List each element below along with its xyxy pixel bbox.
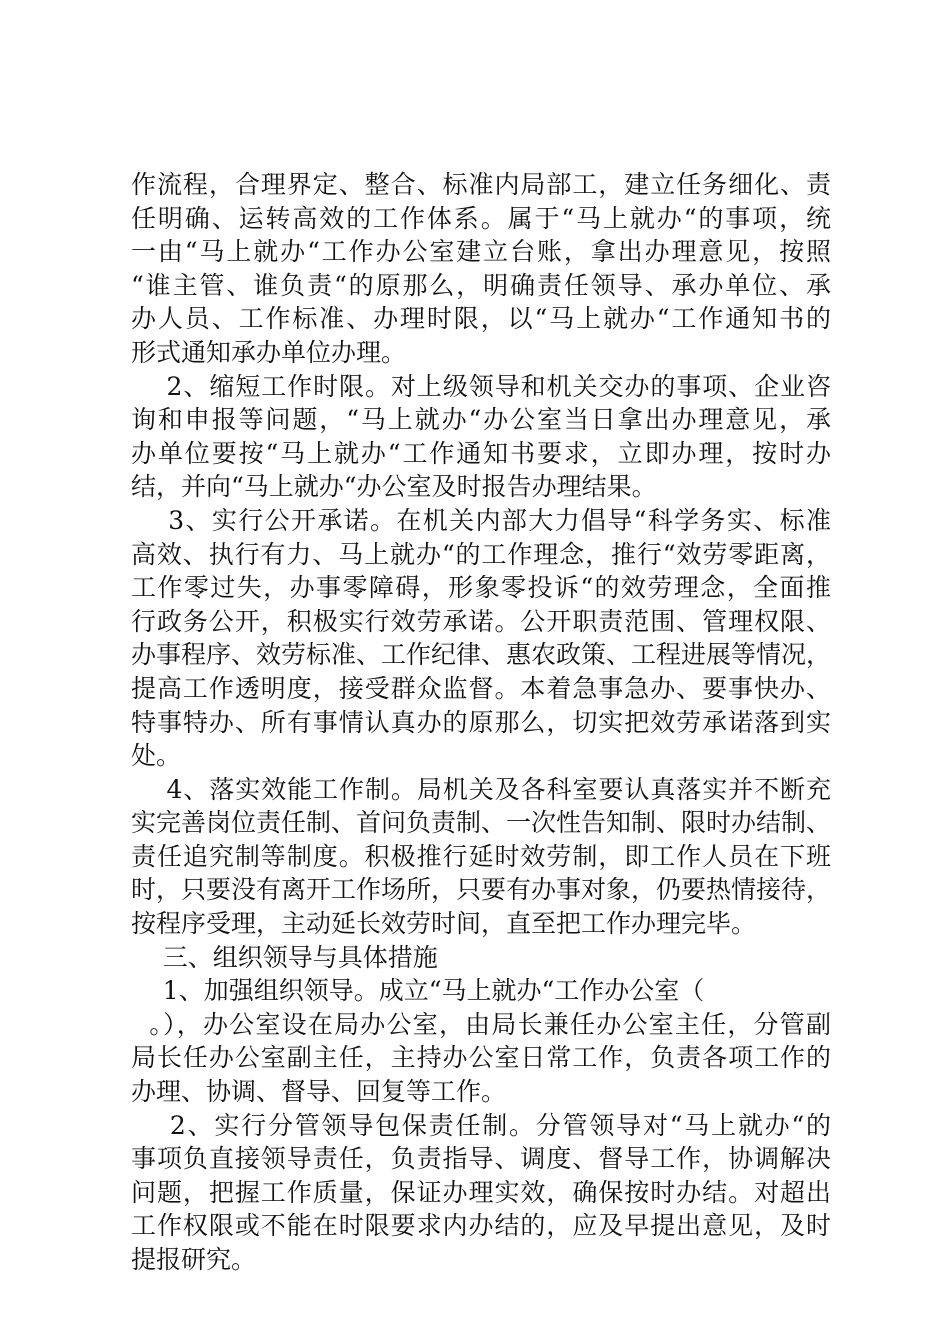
- text-line: 特事特办、所有事情认真办的原那么，切实把效劳承诺落到实: [131, 707, 831, 737]
- text-line: 办单位要按“马上就办“工作通知书要求，立即办理，按时办: [131, 438, 831, 468]
- text-line: 工作权限或不能在时限要求内办结的，应及早提出意见，及时: [131, 1211, 831, 1241]
- text-line: 办事程序、效劳标准、工作纪律、惠农政策、工程进展等情况，: [131, 640, 832, 670]
- text-line: 事项负直接领导责任，负责指导、调度、督导工作，协调解决: [131, 1144, 831, 1174]
- text-line: 时，只要没有离开工作场所，只要有办事对象，仍要热情接待，: [131, 875, 832, 905]
- text-line: 行政务公开，积极实行效劳承诺。公开职责范围、管理权限、: [131, 606, 831, 636]
- text-line: 询和申报等问题，“马上就办“办公室当日拿出办理意见，承: [131, 405, 831, 435]
- text-line: “谁主管、谁负责“的原那么，明确责任领导、承办单位、承: [131, 270, 831, 300]
- text-line: 2、实行分管领导包保责任制。分管领导对“马上就办“的: [131, 1110, 831, 1140]
- text-line: 办理、协调、督导、回复等工作。: [131, 1077, 507, 1107]
- text-line: 问题，把握工作质量，保证办理实效，确保按时办结。对超出: [131, 1177, 831, 1207]
- text-line: 结，并向“马上就办“办公室及时报告办理结果。: [131, 472, 657, 502]
- text-line: 任明确、运转高效的工作体系。属于“马上就办“的事项，统: [131, 203, 831, 233]
- text-line: 工作零过失，办事零障碍，形象零投诉“的效劳理念，全面推: [131, 573, 831, 603]
- text-line: 实完善岗位责任制、首问负责制、一次性告知制、限时办结制、: [131, 808, 832, 838]
- text-line: 作流程，合理界定、整合、标准内局部工，建立任务细化、责: [131, 170, 831, 199]
- text-line: 三、组织领导与具体措施: [131, 942, 438, 972]
- text-line: 形式通知承办单位办理。: [131, 337, 407, 367]
- text-line: 提高工作透明度，接受群众监督。本着急事急办、要事快办、: [131, 673, 831, 703]
- text-line: 局长任办公室副主任，主持办公室日常工作，负责各项工作的: [131, 1043, 831, 1073]
- text-line: 2、缩短工作时限。对上级领导和机关交办的事项、企业咨: [131, 371, 831, 401]
- text-line: 高效、执行有力、马上就办“的工作理念，推行“效劳零距离，: [131, 539, 831, 569]
- text-line: 提报研究。: [131, 1245, 257, 1274]
- text-line: 处。: [131, 741, 182, 771]
- text-line: 。），办公室设在局办公室，由局长兼任办公室主任，分管副: [131, 1009, 831, 1039]
- text-line: 责任追究制等制度。积极推行延时效劳制，即工作人员在下班: [131, 841, 831, 871]
- text-line: 办人员、工作标准、办理时限，以“马上就办“工作通知书的: [131, 304, 831, 334]
- body-text: [131, 168, 831, 1277]
- text-line: 一由“马上就办“工作办公室建立台账，拿出办理意见，按照: [131, 237, 831, 267]
- text-line: 1、加强组织领导。成立“马上就办“工作办公室（: [131, 976, 705, 1006]
- text-line: 3、实行公开承诺。在机关内部大力倡导“科学务实、标准: [131, 505, 831, 535]
- text-line: 按程序受理，主动延长效劳时间，直至把工作办理完毕。: [131, 909, 757, 939]
- text-line: 4、落实效能工作制。局机关及各科室要认真落实并不断充: [131, 774, 831, 804]
